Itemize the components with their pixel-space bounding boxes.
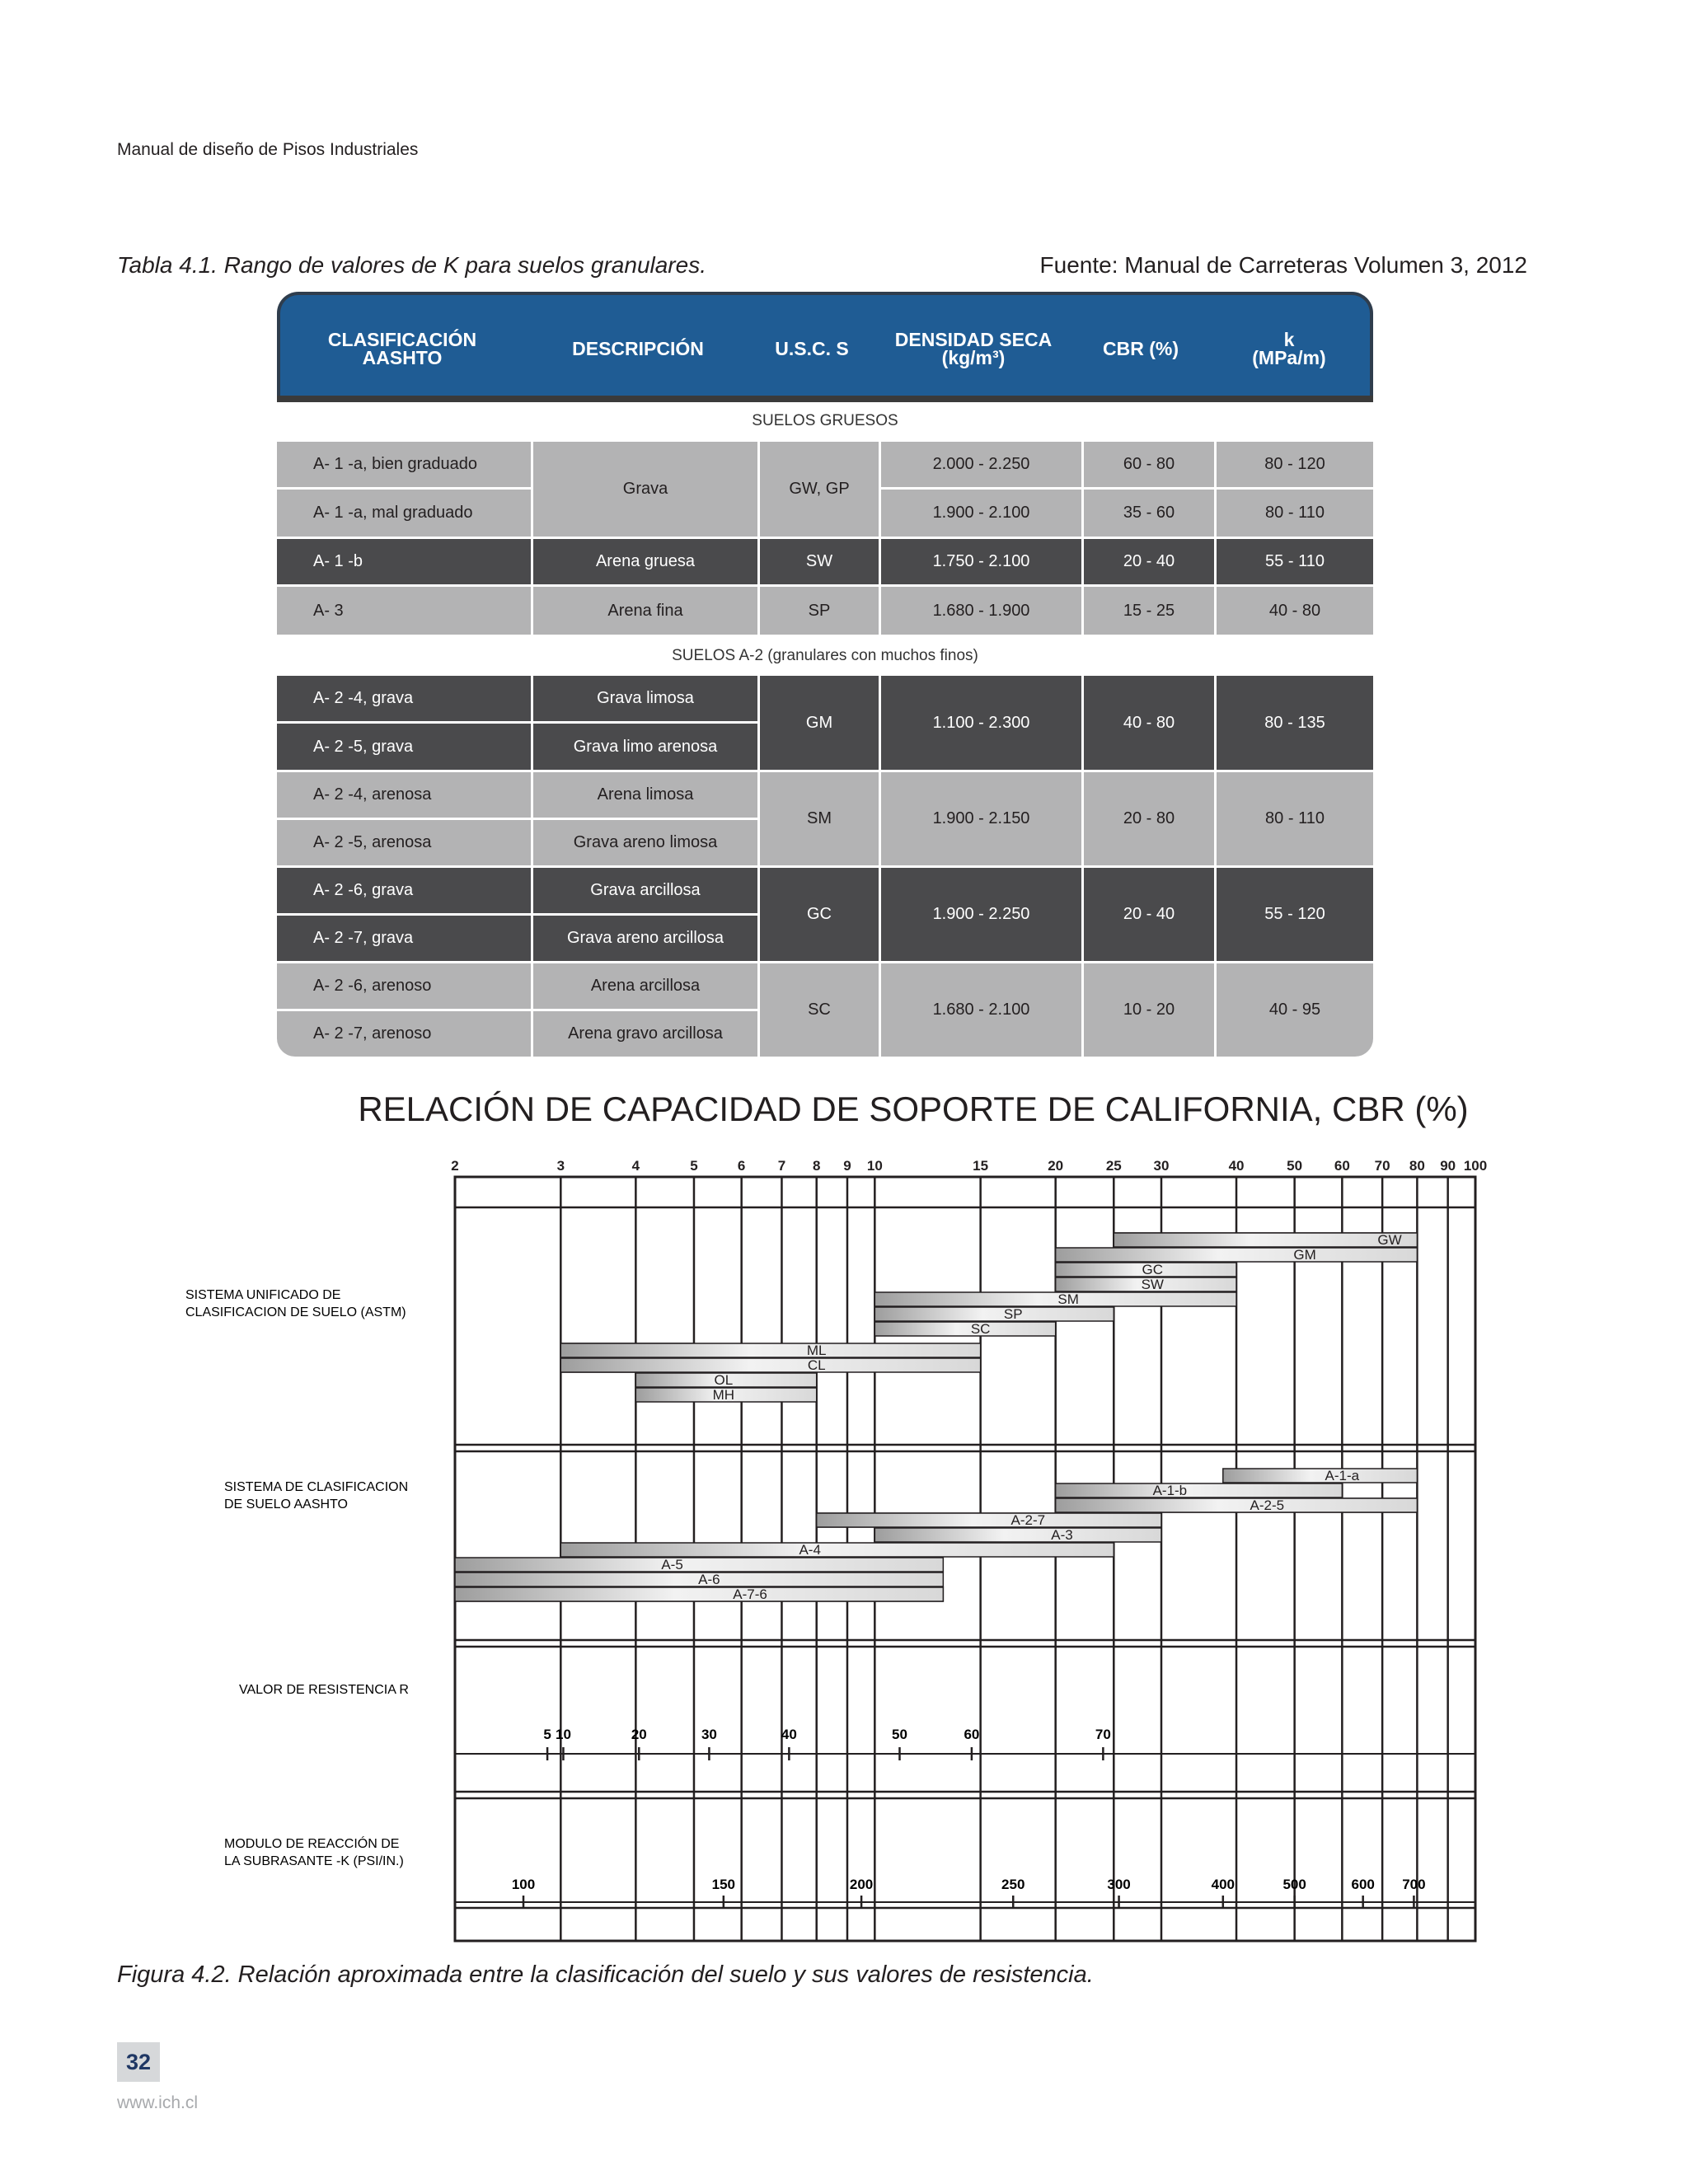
header-uscs: U.S.C. S [775,338,849,359]
bar-label-gm: GM [1293,1247,1316,1263]
header-k: k (MPa/m) [1252,329,1326,368]
k-cell: 40 - 95 [1217,963,1373,1057]
cbr-chart [0,1071,1688,1961]
header-densidad: DENSIDAD SECA (kg/m³) [894,329,1053,368]
table-row [277,539,1373,584]
densidad-cell: 1.900 - 2.250 [881,868,1081,961]
table-source: Fuente: Manual de Carreteras Volumen 3, 2012 [1039,252,1527,278]
bar-label-ol: OL [714,1372,734,1388]
running-header: Manual de diseño de Pisos Industriales [117,140,419,159]
cbr-tick-label: 70 [1374,1158,1390,1174]
densidad-cell: 1.750 - 2.100 [881,539,1081,584]
page-number: 32 [117,2042,160,2082]
aashto-cell: A- 1 -a, bien graduado [277,442,531,487]
uscs-cell: GW, GP [760,442,879,537]
section-label-r-value: VALOR DE RESISTENCIA R [239,1683,409,1697]
cbr-tick-label: 9 [843,1158,851,1174]
r-tick-label: 5 [543,1727,551,1742]
densidad-cell: 2.000 - 2.250 [881,442,1081,487]
bar-label-sw: SW [1141,1277,1164,1292]
bar-a-2-5 [1056,1498,1418,1512]
section-suelos-a2: SUELOS A-2 (granulares con muchos finos) [672,647,978,664]
table-row-group [277,772,1373,865]
bar-a-4 [560,1543,1114,1557]
cbr-tick-label: 6 [737,1158,746,1174]
cbr-tick-label: 40 [1228,1158,1245,1174]
k-tick-label: 700 [1402,1877,1426,1892]
k-tick-label: 300 [1107,1877,1131,1892]
cbr-tick-label: 15 [973,1158,989,1174]
uscs-cell: SC [760,963,879,1057]
header-rule [277,396,1373,402]
k-tick-label: 100 [511,1877,536,1892]
website-link[interactable]: www.ich.cl [117,2093,199,2112]
aashto-cell: A- 1 -a, mal graduado [277,490,531,537]
aashto-cell: A- 1 -b [277,539,531,584]
r-tick-label: 10 [556,1727,571,1742]
section-labels [185,1288,409,1868]
k-tick-label: 250 [1001,1877,1025,1892]
bar-a-2-7 [817,1513,1161,1527]
k-tick-label: 500 [1282,1877,1306,1892]
cbr-tick-label: 100 [1463,1158,1488,1174]
table-row [277,587,1373,635]
cbr-tick-label: 2 [451,1158,459,1174]
classification-bars [455,1232,1417,1602]
aashto-cell: A- 2 -6, grava [277,868,531,913]
section-label-k-1: MODULO DE REACCIÓN DE [224,1837,400,1851]
section-label-aashto-2: DE SUELO AASHTO [224,1497,348,1511]
cbr-cell: 60 - 80 [1084,442,1214,487]
densidad-cell: 1.680 - 1.900 [881,587,1081,635]
cbr-tick-label: 60 [1334,1158,1350,1174]
descripcion-cell: Arena limosa [533,772,757,818]
cbr-cell: 35 - 60 [1084,490,1214,537]
k-cell: 80 - 110 [1217,772,1373,865]
k-cell: 55 - 110 [1217,539,1373,584]
table-row [277,442,1373,537]
k-cell: 80 - 135 [1217,676,1373,770]
cbr-tick-label: 5 [690,1158,698,1174]
k-cell: 80 - 120 [1217,442,1373,487]
section-label-aashto-1: SISTEMA DE CLASIFICACION [224,1480,409,1494]
bar-ml [560,1343,980,1357]
cbr-cell: 15 - 25 [1084,587,1214,635]
k-tick-label: 150 [711,1877,736,1892]
bar-label-ml: ML [806,1343,827,1358]
section-label-usc-2: CLASIFICACION DE SUELO (ASTM) [185,1305,406,1319]
k-tick-label: 200 [849,1877,874,1892]
table-row-group [277,676,1373,770]
bar-label-a-2-7: A-2-7 [1010,1512,1046,1528]
bar-label-a-1-b: A-1-b [1152,1483,1188,1498]
r-tick-label: 30 [701,1727,717,1742]
cbr-tick-label: 3 [556,1158,565,1174]
header-descripcion: DESCRIPCIÓN [572,338,704,359]
descripcion-cell: Grava limo arenosa [533,724,757,770]
descripcion-cell: Grava areno limosa [533,820,757,865]
descripcion-cell: Arena gravo arcillosa [533,1011,757,1057]
bar-a-3 [874,1528,1161,1542]
bar-label-sp: SP [1003,1306,1023,1322]
aashto-cell: A- 2 -4, grava [277,676,531,721]
descripcion-cell: Grava limosa [533,676,757,721]
cbr-tick-label: 80 [1409,1158,1425,1174]
resistance-scales [455,1727,1475,1909]
aashto-cell: A- 2 -7, grava [277,916,531,961]
bar-sm [874,1292,1236,1306]
bar-label-a-3: A-3 [1051,1527,1073,1543]
r-tick-label: 20 [631,1727,647,1742]
cbr-tick-label: 50 [1287,1158,1303,1174]
cbr-tick-label: 4 [631,1158,640,1174]
bar-label-sc: SC [970,1321,991,1337]
bar-gm [1056,1248,1418,1262]
bar-sc [874,1322,1055,1336]
cbr-cell: 20 - 80 [1084,772,1214,865]
k-tick-label: 400 [1211,1877,1235,1892]
bar-label-a-2-5: A-2-5 [1250,1497,1285,1513]
descripcion-cell: Grava arcillosa [533,868,757,913]
k-tick-label: 600 [1351,1877,1375,1892]
uscs-cell: SW [760,539,879,584]
bar-gw [1114,1233,1417,1247]
densidad-cell: 1.100 - 2.300 [881,676,1081,770]
figure-caption: Figura 4.2. Relación aproximada entre la clasificación del suelo y sus valores de resistencia. [117,1961,1094,1988]
bar-label-a-6: A-6 [698,1572,720,1587]
r-tick-label: 40 [781,1727,797,1742]
bar-label-gc: GC [1142,1262,1164,1277]
bar-a-7-6 [455,1587,943,1601]
aashto-cell: A- 3 [277,587,531,635]
densidad-cell: 1.680 - 2.100 [881,963,1081,1057]
cbr-tick-label: 10 [866,1158,883,1174]
cbr-tick-label: 25 [1105,1158,1122,1174]
section-label-k-2: LA SUBRASANTE -K (PSI/IN.) [224,1854,404,1868]
table-header [277,292,1373,399]
cbr-tick-label: 30 [1153,1158,1170,1174]
bar-label-cl: CL [807,1357,826,1373]
descripcion-cell: Arena gruesa [533,539,757,584]
cbr-cell: 10 - 20 [1084,963,1214,1057]
section-suelos-gruesos: SUELOS GRUESOS [752,412,898,429]
descripcion-cell: Arena arcillosa [533,963,757,1009]
uscs-cell: GC [760,868,879,961]
aashto-cell: A- 2 -4, arenosa [277,772,531,818]
bar-a-1-b [1056,1483,1343,1497]
uscs-cell: SM [760,772,879,865]
section-label-usc-1: SISTEMA UNIFICADO DE [185,1288,341,1302]
bar-label-mh: MH [712,1387,735,1403]
bar-a-1-a [1223,1469,1418,1483]
bar-label-a-4: A-4 [799,1542,821,1558]
densidad-cell: 1.900 - 2.100 [881,490,1081,537]
cbr-axis [451,1158,1487,1174]
descripcion-cell: Grava areno arcillosa [533,916,757,961]
r-tick-label: 60 [964,1727,980,1742]
cbr-cell: 20 - 40 [1084,868,1214,961]
bar-a-5 [455,1558,943,1572]
table-row-group [277,963,1373,1057]
cbr-cell: 20 - 40 [1084,539,1214,584]
bar-label-a-5: A-5 [661,1557,683,1572]
k-cell: 80 - 110 [1217,490,1373,537]
chart-title: RELACIÓN DE CAPACIDAD DE SOPORTE DE CALIFORNIA, CBR (%) [358,1090,1469,1128]
bar-sp [874,1307,1114,1321]
table-row-group [277,868,1373,961]
header-clasificacion: CLASIFICACIÓN AASHTO [327,329,477,368]
r-tick-label: 70 [1095,1727,1111,1742]
descripcion-cell: Grava [533,442,757,537]
densidad-cell: 1.900 - 2.150 [881,772,1081,865]
bar-label-a-1-a: A-1-a [1325,1468,1360,1483]
k-cell: 55 - 120 [1217,868,1373,961]
uscs-cell: GM [760,676,879,770]
cbr-tick-label: 90 [1440,1158,1456,1174]
bar-label-sm: SM [1057,1291,1079,1307]
uscs-cell: SP [760,587,879,635]
bar-label-a-7-6: A-7-6 [733,1586,767,1602]
aashto-cell: A- 2 -5, arenosa [277,820,531,865]
aashto-cell: A- 2 -5, grava [277,724,531,770]
table-caption: Tabla 4.1. Rango de valores de K para suelos granulares. [117,252,706,278]
bar-label-gw: GW [1377,1232,1402,1248]
cbr-tick-label: 8 [812,1158,821,1174]
cbr-tick-label: 7 [777,1158,786,1174]
header-cbr: CBR (%) [1103,338,1179,359]
descripcion-cell: Arena fina [533,587,757,635]
k-cell: 40 - 80 [1217,587,1373,635]
bar-cl [560,1358,980,1372]
r-tick-label: 50 [892,1727,907,1742]
aashto-cell: A- 2 -6, arenoso [277,963,531,1009]
cbr-tick-label: 20 [1048,1158,1064,1174]
aashto-cell: A- 2 -7, arenoso [277,1011,531,1057]
cbr-cell: 40 - 80 [1084,676,1214,770]
